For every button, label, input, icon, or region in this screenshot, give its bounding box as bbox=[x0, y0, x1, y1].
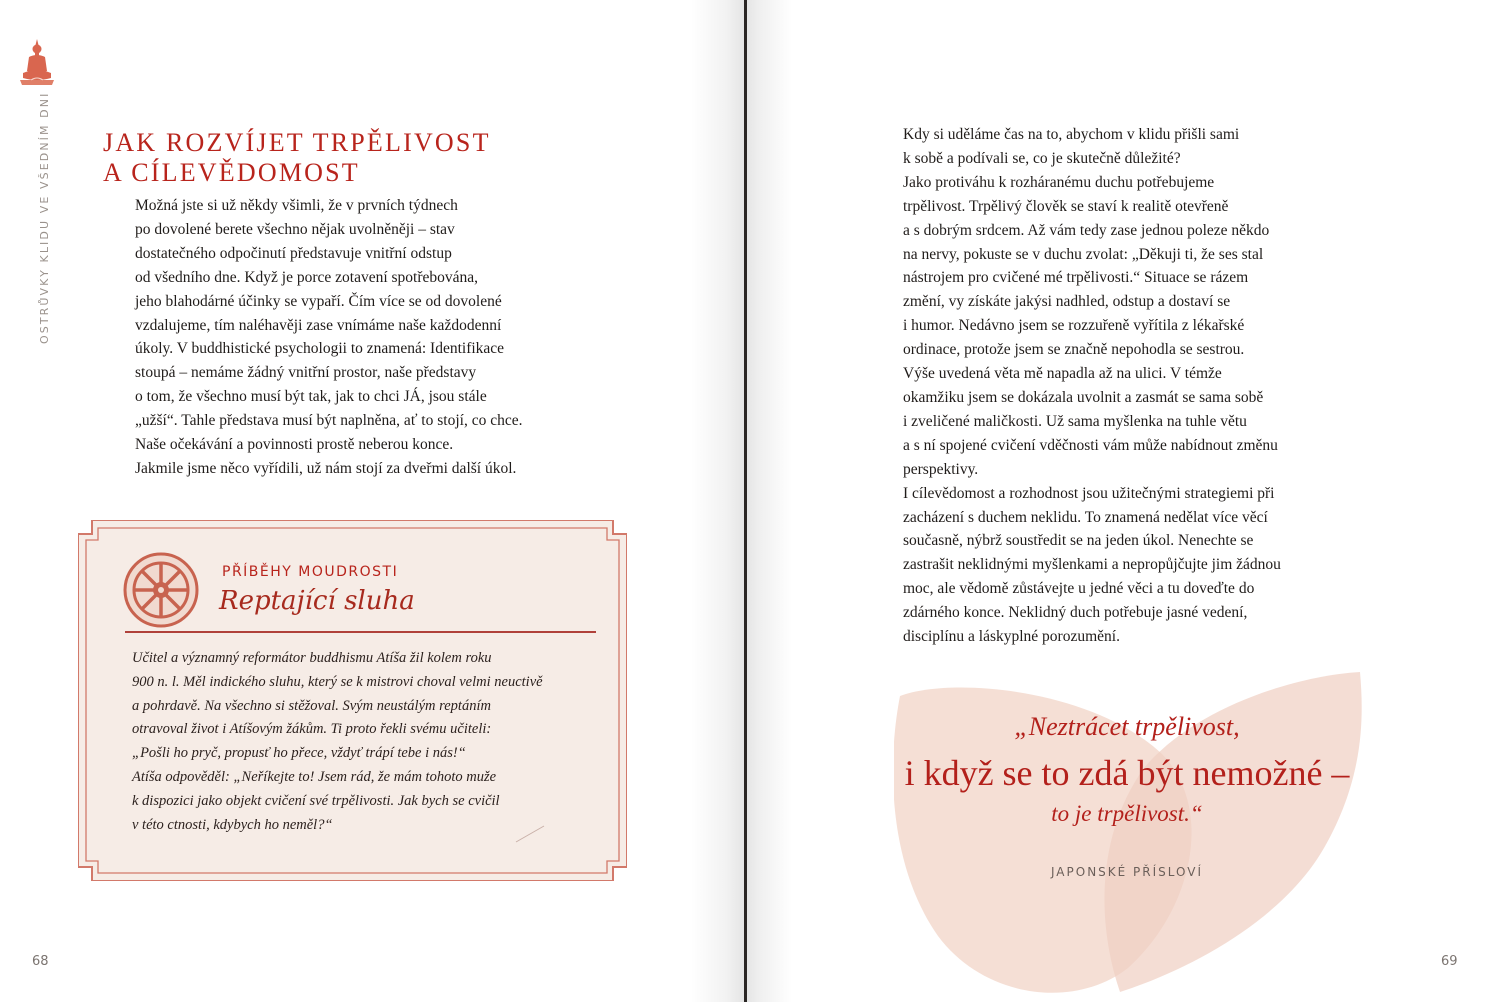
heading-line: JAK ROZVÍJET TRPĚLIVOST bbox=[103, 128, 491, 157]
buddha-icon bbox=[18, 38, 56, 86]
quote-line-main: i když se to zdá být nemožné – bbox=[904, 753, 1350, 793]
story-line: 900 n. l. Měl indického sluhu, který se k mistrovi choval velmi neuctivě bbox=[132, 673, 543, 690]
text-line: moc, ale vědomě zůstávejte u jedné věci a tu doveďte do bbox=[903, 580, 1255, 598]
story-line: a pohrdavě. Na všechno si stěžoval. Svým neustálým reptáním bbox=[132, 697, 491, 714]
quote-attribution: JAPONSKÉ PŘÍSLOVÍ bbox=[1050, 865, 1204, 879]
right-page bbox=[747, 0, 1492, 1002]
left-body-text bbox=[135, 194, 522, 481]
text-line: vzdalujeme, tím naléhavěji zase vnímáme naše každodenní bbox=[135, 316, 502, 334]
text-line: jeho blahodárné účinky se vypaří. Čím více se od dovolené bbox=[135, 292, 502, 310]
text-line: Kdy si uděláme čas na to, abychom v klidu přišli sami bbox=[903, 126, 1240, 143]
page-number: 69 bbox=[1441, 954, 1458, 969]
text-line: a s dobrým srdcem. Až vám tedy zase jednou poleze někdo bbox=[903, 221, 1270, 239]
text-line: Možná jste si už někdy všimli, že v prvních týdnech bbox=[135, 197, 458, 214]
quote-line: „Neztrácet trpělivost, bbox=[1014, 712, 1240, 741]
right-body-text bbox=[903, 123, 1281, 649]
running-head: OSTRŮVKY KLIDU VE VŠEDNÍM DNI bbox=[38, 91, 51, 344]
story-line: „Pošli ho pryč, propusť ho přece, vždyť trápí tebe i nás!“ bbox=[132, 745, 466, 762]
text-line: zacházení s duchem neklidu. To znamená nedělat více věcí bbox=[903, 508, 1268, 526]
text-line: k sobě a podívali se, co je skutečně důležité? bbox=[903, 149, 1181, 167]
text-line: změní, vy získáte jakýsi nadhled, odstup a dostaví se bbox=[903, 293, 1231, 311]
gutter-shadow-left bbox=[690, 0, 745, 1002]
story-line: v této ctnosti, kdybych ho neměl?“ bbox=[132, 816, 333, 833]
text-line: I cílevědomost a rozhodnost jsou užitečnými strategiemi při bbox=[903, 484, 1275, 502]
text-line: zdárného konce. Neklidný duch potřebuje jasné vedení, bbox=[903, 604, 1248, 622]
text-line: Naše očekávání a povinnosti prostě neberou konce. bbox=[135, 436, 454, 454]
text-line: trpělivost. Trpělivý člověk se staví k realitě otevřeně bbox=[903, 197, 1229, 215]
text-line: disciplínu a láskyplné porozumění. bbox=[903, 628, 1120, 646]
text-line: Jako protiváhu k rozháranému duchu potřebujeme bbox=[903, 173, 1215, 191]
heading-line: A CÍLEVĚDOMOST bbox=[103, 158, 360, 187]
text-line: úkoly. V buddhistické psychologii to znamená: Identifikace bbox=[135, 340, 505, 358]
story-kicker: PŘÍBĚHY MOUDROSTI bbox=[222, 564, 399, 580]
text-line: perspektivy. bbox=[903, 460, 979, 478]
story-title: Reptající sluha bbox=[219, 586, 415, 616]
left-page bbox=[0, 0, 745, 1002]
text-line: na nervy, pokuste se v duchu zvolat: „Děkuji ti, že ses stal bbox=[903, 245, 1264, 263]
text-line: po dovolené berete všechno nějak uvolněněji – stav bbox=[135, 220, 455, 238]
story-line: Učitel a významný reformátor buddhismu Atíša žil kolem roku bbox=[132, 650, 492, 666]
gutter-shadow-right bbox=[747, 0, 792, 1002]
text-line: a s ní spojené cvičení vděčnosti vám může nabídnout změnu bbox=[903, 436, 1278, 454]
story-divider bbox=[125, 631, 596, 633]
text-line: stoupá – nemáme žádný vnitřní prostor, naše představy bbox=[135, 364, 477, 382]
text-line: o tom, že všechno musí být tak, jak to chci JÁ, jsou stále bbox=[135, 388, 487, 406]
text-line: i zveličené maličkosti. Už sama myšlenka na tuhle větu bbox=[903, 412, 1247, 430]
text-line: ordinace, protože jsem se značně nepohodla se sestrou. bbox=[903, 341, 1245, 359]
quote-line: to je trpělivost.“ bbox=[1051, 801, 1203, 826]
story-line: k dispozici jako objekt cvičení své trpělivosti. Jak bych se cvičil bbox=[132, 792, 500, 809]
text-line: nástrojem pro cvičené mé trpělivosti.“ Situace se rázem bbox=[903, 269, 1249, 287]
text-line: „užší“. Tahle představa musí být naplněna, ať to stojí, co chce. bbox=[135, 412, 523, 430]
story-line: Atíša odpověděl: „Neříkejte to! Jsem rád, že mám tohoto muže bbox=[132, 768, 497, 785]
story-text bbox=[132, 647, 543, 837]
text-line: dostatečného odpočinutí představuje vnitřní odstup bbox=[135, 244, 452, 262]
text-line: od všedního dne. Když je porce zotavení spotřebována, bbox=[135, 268, 479, 286]
text-line: současně, nýbrž soustředit se na jeden úkol. Nenechte se bbox=[903, 532, 1254, 550]
text-line: i humor. Nedávno jsem se rozzuřeně vyřítila z lékařské bbox=[903, 317, 1245, 335]
text-line: Jakmile jsme něco vyřídili, už nám stojí za dveřmi další úkol. bbox=[135, 459, 517, 477]
section-heading bbox=[103, 128, 663, 188]
text-line: Výše uvedená věta mě napadla až na ulici. V témže bbox=[903, 365, 1222, 383]
text-line: okamžiku jsem se dokázala uvolnit a zasmát se sama sobě bbox=[903, 388, 1264, 406]
page-number: 68 bbox=[32, 954, 49, 969]
text-line: zastrašit neklidnými myšlenkami a nepropůjčujte jim žádnou bbox=[903, 556, 1281, 574]
dharma-wheel-icon bbox=[122, 551, 200, 629]
story-line: otravoval život i Atíšovým žákům. Ti proto řekli svému učiteli: bbox=[132, 721, 492, 738]
